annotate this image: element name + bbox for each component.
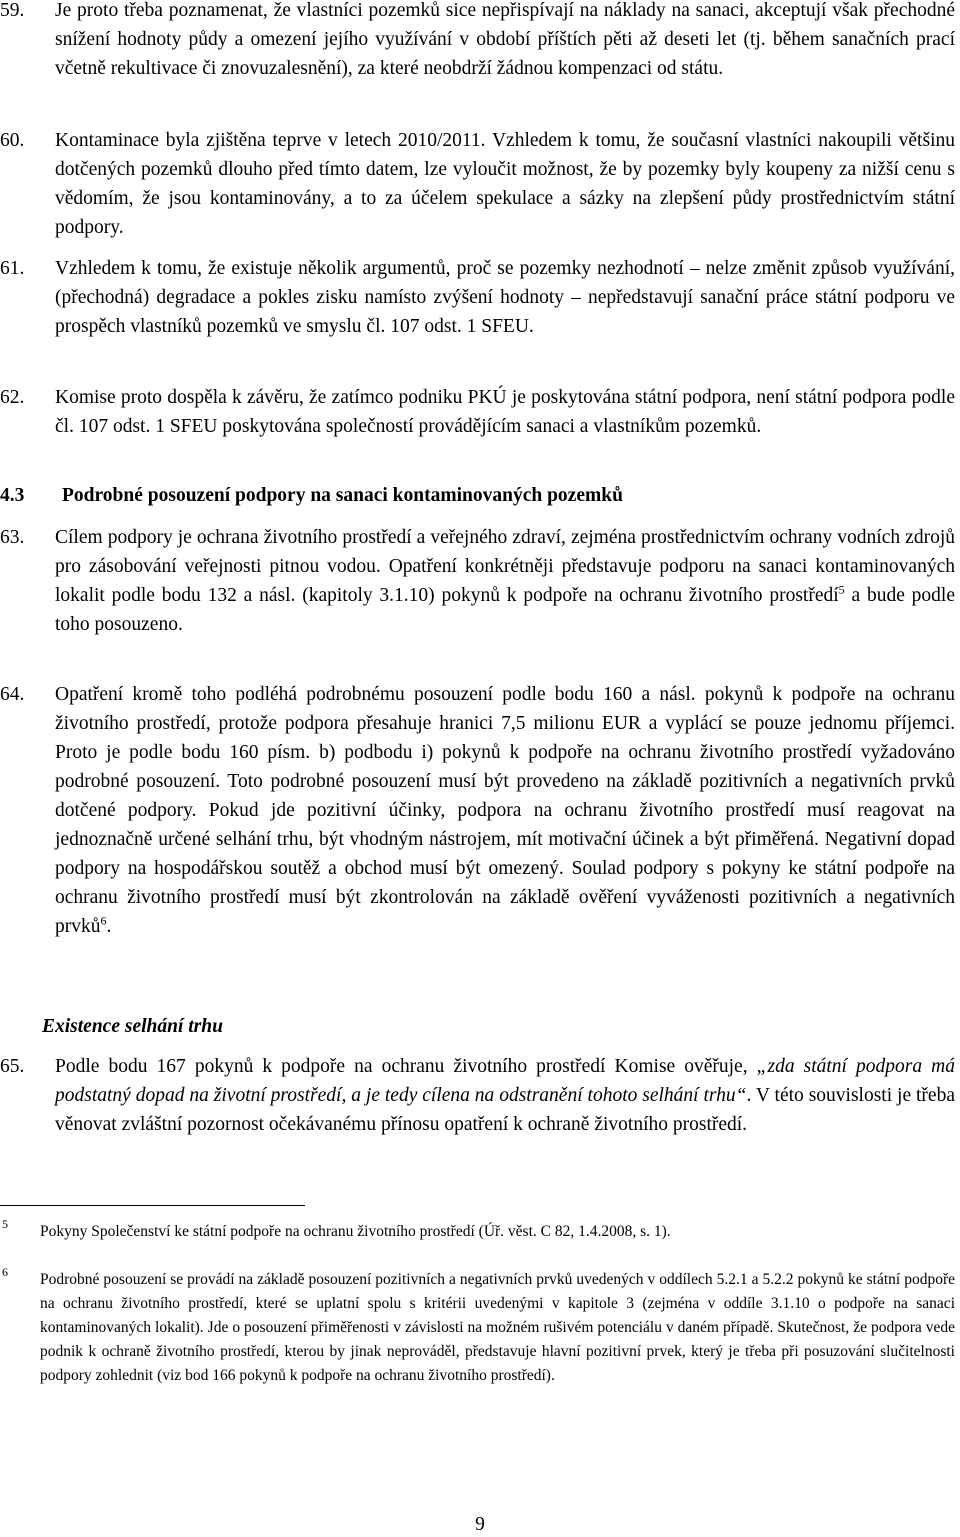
section-title: Podrobné posouzení podpory na sanaci kontaminovaných pozemků — [62, 485, 623, 506]
paragraph-60 — [0, 126, 955, 242]
paragraph-number: 60. — [0, 130, 25, 151]
footnote-number: 6 — [2, 1265, 8, 1279]
paragraph-63 — [0, 523, 955, 639]
paragraph-text: Opatření kromě toho podléhá podrobnému posouzení podle bodu 160 a násl. pokynů k podpoře na ochranu životního prostředí, protože podpora přesahuje hranici 7,5 milionu EUR a vyplácí se pouze jednomu příjemci. Proto je podle bodu 160 písm. b) podbodu i) pokynů k podpoře na ochranu životního prostředí vyžadováno podrobné posouzení. Toto podrobné posouzení musí být provedeno na základě pozitivních a negativních prvků dotčené podpory. Pokud jde pozitivní účinky, podpora na ochranu životního prostředí musí reagovat na jednoznačně určené selhání trhu, být vhodným nástrojem, mít motivační účinek a být přiměřená. Negativní dopad podpory na hospodářskou soutěž a obchod musí být omezený. Soulad podpory s pokyny ke státní podpoře na ochranu životního prostředí musí být zkontrolován na základě ověření vyváženosti pozitivních a negativních prvků$^6$. — [55, 684, 955, 937]
paragraph-number: 63. — [0, 527, 25, 548]
footnote-5 — [0, 1217, 955, 1244]
paragraph-number: 59. — [0, 0, 25, 21]
paragraph-text: Je proto třeba poznamenat, že vlastníci pozemků sice nepřispívají na náklady na sanaci, akceptují však přechodné snížení hodnoty půdy a omezení jejího využívání v období příštích pěti až deseti let (tj. během sanačních prací včetně rekultivace či znovuzalesnění), za které neobdrží žádnou kompenzaci od státu. — [55, 0, 955, 79]
paragraph-text: Podle bodu 167 pokynů k podpoře na ochranu životního prostředí Komise ověřuje, „zda státní podpora má podstatný dopad na životní prostředí, a je tedy cílena na odstranění tohoto selhání trhu“. V této souvislosti je třeba věnovat zvláštní pozornost očekávanému přínosu opatření k ochraně životního prostředí. — [55, 1056, 955, 1135]
paragraph-61 — [0, 254, 955, 341]
paragraph-text: Kontaminace byla zjištěna teprve v letech 2010/2011. Vzhledem k tomu, že současní vlastníci nakoupili většinu dotčených pozemků dlouho před tímto datem, lze vyloučit možnost, že by pozemky byly koupeny za nižší cenu s vědomím, že jsou kontaminovány, a to za účelem spekulace a sázky na zlepšení půdy prostřednictvím státní podpory. — [55, 130, 955, 238]
paragraph-text: Komise proto dospěla k závěru, že zatímco podniku PKÚ je poskytována státní podpora, není státní podpora podle čl. 107 odst. 1 SFEU poskytována společností provádějícím sanaci a vlastníkům pozemků. — [55, 387, 955, 437]
quotation: „zda státní podpora má podstatný dopad na životní prostředí, a je tedy cílena na odstranění tohoto selhání trhu“ — [55, 1056, 955, 1106]
section-number: 4.3 — [0, 485, 25, 506]
paragraph-number: 62. — [0, 387, 25, 408]
footnote-number: 5 — [2, 1217, 8, 1231]
paragraph-59 — [0, 0, 955, 83]
paragraph-number: 65. — [0, 1056, 25, 1077]
subheading: Existence selhání trhu — [42, 1016, 223, 1037]
paragraph-number: 64. — [0, 684, 25, 705]
paragraph-text: Vzhledem k tomu, že existuje několik argumentů, proč se pozemky nezhodnotí – nelze změnit způsob využívání, (přechodná) degradace a pokles zisku namísto zvýšení hodnoty – nepředstavují sanační práce státní podporu ve prospěch vlastníků pozemků ve smyslu čl. 107 odst. 1 SFEU. — [55, 258, 955, 337]
footnote-ref-6: 6 — [100, 913, 107, 928]
paragraph-65 — [0, 1052, 955, 1139]
paragraph-62 — [0, 383, 955, 441]
paragraph-64 — [0, 680, 955, 941]
footnote-separator — [0, 1205, 305, 1206]
paragraph-number: 61. — [0, 258, 25, 279]
footnote-text: Pokyny Společenství ke státní podpoře na ochranu životního prostředí (Úř. věst. C 82, 1.4.2008, s. 1). — [40, 1223, 671, 1240]
page-number: 9 — [475, 1514, 485, 1535]
paragraph-text: Cílem podpory je ochrana životního prostředí a veřejného zdraví, zejména prostřednictvím ochrany vodních zdrojů pro zásobování veřejnosti pitnou vodou. Opatření konkrétněji představuje podporu na sanaci kontaminovaných lokalit podle bodu 132 a násl. (kapitoly 3.1.10) pokynů k podpoře na ochranu životního prostředí$^5$ a bude podle toho posouzeno. — [55, 527, 955, 635]
footnote-6 — [0, 1265, 955, 1388]
footnote-ref-5: 5 — [838, 582, 845, 597]
footnote-text: Podrobné posouzení se provádí na základě posouzení pozitivních a negativních prvků uvedených v oddílech 5.2.1 a 5.2.2 pokynů ke státní podpoře na ochranu životního prostředí, které se uplatní spolu s kritérii uvedenými v kapitole 3 (zejména v oddíle 3.1.10 o podpoře na sanaci kontaminovaných lokalit). Jde o posouzení přiměřenosti v závislosti na možném rušivém potenciálu v daném případě. Skutečnost, že podpora vede podnik k ochraně životního prostředí, kterou by jinak neprováděl, představuje hlavní pozitivní prvek, který je třeba při posuzování slučitelnosti podpory zohlednit (viz bod 166 pokynů k podpoře na ochranu životního prostředí). — [40, 1271, 955, 1384]
